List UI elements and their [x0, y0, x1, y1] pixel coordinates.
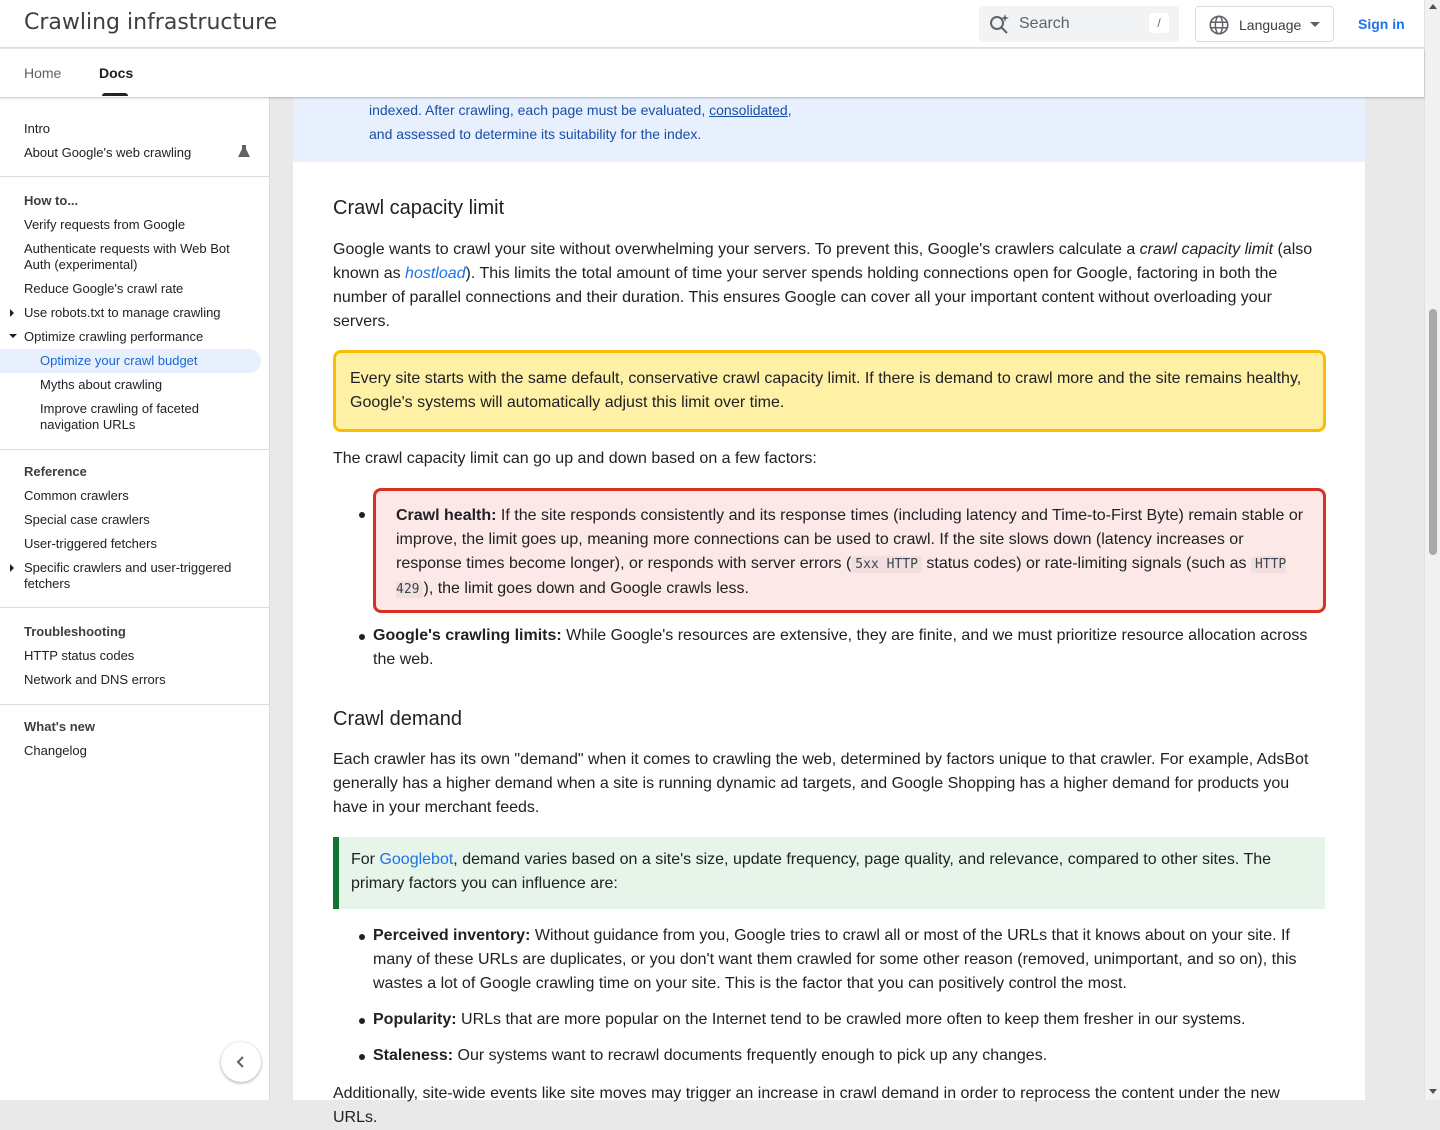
- list-item-inventory: Perceived inventory: Without guidance from you, Google tries to crawl all or most of the URLs that it knows about on your site. If many of these URLs are duplicates, or you don't want them crawled for some other reason (removed, unimportant, and so on), this wastes a lot of Google crawling time on your site. This is the factor that you can positively control the most.: [373, 927, 1297, 992]
- sidebar-item-user-triggered[interactable]: User-triggered fetchers: [24, 536, 157, 551]
- paragraph-demand: Each crawler has its own "demand" when it comes to crawling the web, determined by factors unique to that crawler. For example, AdsBot generally has a higher demand when a site is running dynamic ad targets, and Google Shopping has a higher demand for products you have in your merchant feeds.: [333, 751, 1309, 816]
- bullet-marker: [359, 934, 365, 940]
- heading-crawl-demand: Crawl demand: [333, 708, 462, 730]
- scroll-down-arrow-icon[interactable]: [1429, 1089, 1437, 1094]
- collapse-arrow-icon[interactable]: [9, 334, 17, 338]
- tab-home[interactable]: Home: [24, 65, 62, 81]
- sidebar-divider: [0, 607, 269, 608]
- site-title[interactable]: Crawling infrastructure: [24, 10, 278, 35]
- language-button[interactable]: [1195, 6, 1334, 42]
- sidebar-divider: [0, 704, 269, 705]
- top-header: [0, 0, 1424, 48]
- caret-down-icon: [1310, 22, 1320, 27]
- tab-bar: [0, 49, 1424, 97]
- paragraph-capacity: Google wants to crawl your site without overwhelming your servers. To prevent this, Google's crawlers calculate a crawl capacity limit (also known as hostload). This limits the total amount of time your server spends holding connections open for Google, factoring in both the number of parallel connections and their duration. This ensures Google can cover all your important content without overloading your servers.: [333, 241, 1313, 330]
- main-content: [293, 97, 1365, 1126]
- page-scrollbar[interactable]: [1424, 0, 1440, 1100]
- list-item-staleness: Staleness: Our systems want to recrawl documents frequently enough to pick up any changes.: [373, 1047, 1048, 1064]
- sidebar-item-specific[interactable]: Specific crawlers and user-triggered fetchers: [24, 560, 232, 591]
- sidebar-item-http-status[interactable]: HTTP status codes: [24, 648, 135, 663]
- success-callout: [333, 837, 1325, 909]
- sidebar-item-robots[interactable]: Use robots.txt to manage crawling: [24, 305, 221, 320]
- sidebar-heading-whats-new: What's new: [24, 719, 95, 734]
- scrollbar-thumb[interactable]: [1429, 309, 1437, 555]
- active-tab-indicator: [102, 93, 128, 96]
- sidebar-item-authenticate[interactable]: Authenticate requests with Web Bot Auth (experimental): [24, 241, 230, 272]
- list-item-popularity: Popularity: URLs that are more popular on the Internet tend to be crawled more often to keep them fresher in our systems.: [373, 1011, 1246, 1028]
- crawl-health-text: Crawl health: If the site responds consistently and its response times (including latency and Time-to-First Byte) remain stable or improve, the limit goes up, meaning more connections can be used to crawl. If the site slows down (latency increases or response times become longer), or responds with server errors ( 5xx HTTP status codes) or rate-limiting signals (such as HTTP 429 ), the limit goes down and Google crawls less.: [396, 507, 1304, 597]
- scroll-up-arrow-icon[interactable]: [1429, 4, 1437, 9]
- sidebar-item-about[interactable]: About Google's web crawling: [24, 145, 192, 160]
- heading-crawl-capacity: Crawl capacity limit: [333, 197, 505, 219]
- list-item-limits: Google's crawling limits: While Google's resources are extensive, they are finite, and we must prioritize resource allocation across the web.: [373, 627, 1308, 668]
- code-http-429: HTTP 429: [396, 557, 1287, 597]
- caution-callout: [333, 350, 1326, 432]
- sidebar-item-special[interactable]: Special case crawlers: [24, 512, 150, 527]
- sidebar-item-intro[interactable]: Intro: [24, 121, 51, 136]
- sidebar-divider: [0, 176, 269, 177]
- search-icon: [987, 12, 1011, 36]
- note-text: indexed. After crawling, each page must be evaluated, consolidated, and assessed to determine its suitability for the index.: [369, 102, 792, 142]
- sidebar-item-common[interactable]: Common crawlers: [24, 488, 129, 503]
- search-box[interactable]: [979, 6, 1179, 42]
- collapse-sidebar-button[interactable]: [221, 1042, 261, 1082]
- googlebot-text: For Googlebot, demand varies based on a site's size, update frequency, page quality, and relevance, compared to other sites. The primary factors you can influence are:: [351, 851, 1272, 892]
- sign-in-link[interactable]: Sign in: [1358, 16, 1405, 32]
- language-label: Language: [1239, 17, 1302, 33]
- sidebar-heading-howto: How to...: [24, 193, 79, 208]
- bullet-marker: [359, 512, 365, 518]
- expand-arrow-icon[interactable]: [10, 564, 14, 572]
- sidebar-heading-reference: Reference: [24, 464, 87, 479]
- bullet-marker: [359, 1054, 365, 1060]
- sidebar-item-network-dns[interactable]: Network and DNS errors: [24, 672, 166, 687]
- search-placeholder: Search: [1019, 15, 1070, 32]
- chevron-left-icon: [233, 1054, 249, 1070]
- code-5xx: 5xx HTTP: [851, 556, 922, 573]
- sidebar-item-optimize[interactable]: Optimize crawling performance: [24, 329, 204, 344]
- sidebar-item-faceted[interactable]: Improve crawling of faceted navigation URLs: [40, 401, 199, 432]
- paragraph-factors: The crawl capacity limit can go up and down based on a few factors:: [333, 450, 817, 467]
- hostload-link[interactable]: hostload: [405, 265, 466, 282]
- note-callout: [293, 97, 1365, 162]
- bullet-marker: [359, 1018, 365, 1024]
- sidebar-nav: [0, 97, 270, 1100]
- googlebot-link[interactable]: Googlebot: [379, 851, 454, 868]
- sidebar-divider: [0, 449, 269, 450]
- sidebar-item-myths[interactable]: Myths about crawling: [40, 377, 163, 392]
- warning-callout: [373, 488, 1326, 613]
- sidebar-item-reduce[interactable]: Reduce Google's crawl rate: [24, 281, 184, 296]
- sidebar-item-optimize-budget[interactable]: [0, 349, 261, 373]
- bullet-marker: [359, 634, 365, 640]
- tab-docs[interactable]: Docs: [99, 65, 134, 81]
- globe-icon: [1208, 14, 1230, 36]
- sidebar-item-label: Optimize your crawl budget: [40, 353, 198, 368]
- search-shortcut-badge: /: [1149, 13, 1169, 33]
- flask-icon: [237, 144, 251, 158]
- sidebar-item-verify[interactable]: Verify requests from Google: [24, 217, 186, 232]
- consolidated-link[interactable]: consolidated: [709, 102, 788, 118]
- paragraph-additionally: Additionally, site-wide events like site moves may trigger an increase in crawl demand in order to reprocess the content under the new URLs.: [333, 1085, 1280, 1126]
- caution-text: Every site starts with the same default, conservative crawl capacity limit. If there is demand to crawl more and the site remains healthy, Google's systems will automatically adjust this limit over time.: [350, 370, 1302, 411]
- expand-arrow-icon[interactable]: [10, 309, 14, 317]
- sidebar-item-changelog[interactable]: Changelog: [24, 743, 87, 758]
- sidebar-heading-troubleshooting: Troubleshooting: [24, 624, 126, 639]
